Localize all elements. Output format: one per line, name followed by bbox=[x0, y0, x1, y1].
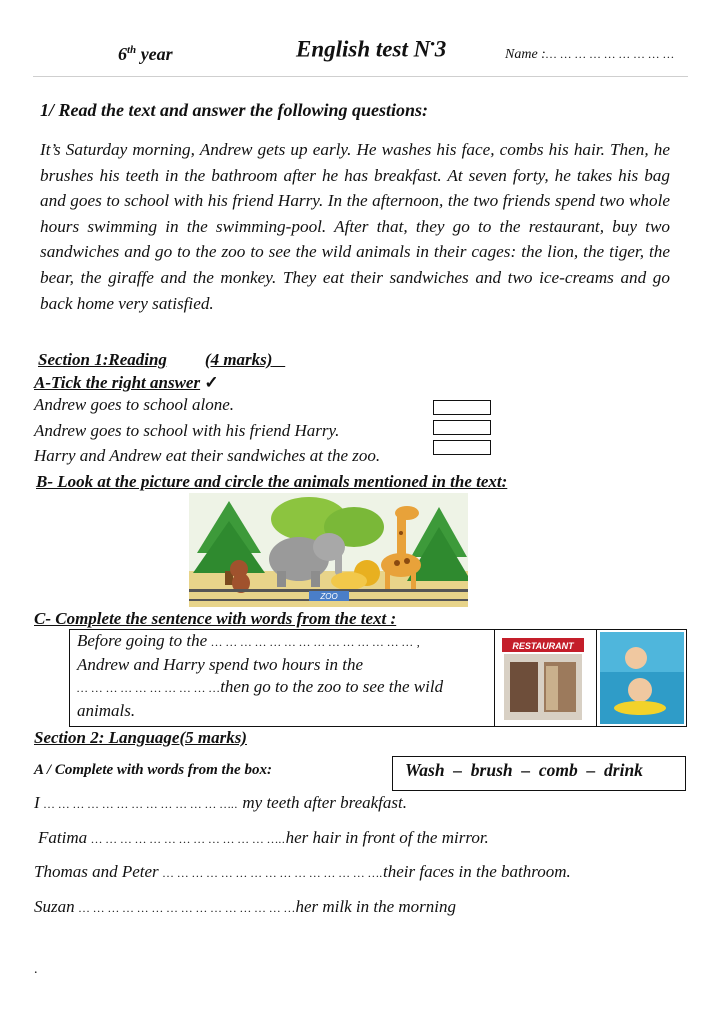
fill-blank-2[interactable]: … … … … … … … … … … … … ….. bbox=[91, 832, 286, 846]
swimming-picture bbox=[600, 632, 684, 724]
blank-1[interactable]: … … … … … … … … … … … … … … , bbox=[211, 635, 421, 649]
restaurant-picture bbox=[498, 632, 592, 724]
tick-sentence-2: Andrew goes to school with his friend Harry. bbox=[34, 421, 340, 440]
fill-line-3: Thomas and Peter … … … … … … … … … … … … … … ….their faces in the bathroom. bbox=[34, 862, 571, 881]
tick-sentence-1: Andrew goes to school alone. bbox=[34, 395, 235, 414]
restaurant-sign: RESTAURANT bbox=[512, 641, 574, 651]
zoo-sign: ZOO bbox=[320, 592, 338, 601]
tick-box-2[interactable] bbox=[433, 420, 491, 435]
fill-blank-3[interactable]: … … … … … … … … … … … … … … …. bbox=[162, 866, 383, 880]
fill-line-1: I … … … … … … … … … … … … ….. my teeth after breakfast. bbox=[34, 793, 407, 812]
grade-label: 6th year bbox=[118, 44, 173, 64]
section2-heading: Section 2: Language(5 marks) bbox=[34, 728, 247, 747]
zoo-picture bbox=[189, 493, 468, 607]
section2-partA-heading: A / Complete with words from the box: bbox=[34, 762, 272, 778]
tick-sentence-3: Harry and Andrew eat their sandwiches at the zoo. bbox=[34, 446, 381, 465]
fill-blank-4[interactable]: … … … … … … … … … … … … … … … bbox=[78, 901, 296, 915]
partB-heading: B- Look at the picture and circle the animals mentioned in the text: bbox=[36, 472, 508, 491]
tick-box-3[interactable] bbox=[433, 440, 491, 455]
partA-heading: A-Tick the right answer ✓ bbox=[34, 373, 219, 392]
completion-box bbox=[69, 629, 687, 727]
reading-question: 1/ Read the text and answer the following questions: bbox=[40, 100, 429, 120]
tick-box-1[interactable] bbox=[433, 400, 491, 415]
header-divider bbox=[33, 76, 688, 77]
fill-line-4: Suzan … … … … … … … … … … … … … … …her milk in the morning bbox=[34, 897, 456, 916]
reading-passage: It’s Saturday morning, Andrew gets up early. He washes his face, combs his hair. Then, he brushes his teeth in the bathroom after he has breakfast. At seven forty, he takes his bag and goes to school with his friend Harry. In the afternoon, the two friends spend two whole hours swimming in the swimming-pool. After that, they go to the restaurant, buy two sandwiches and go to the zoo to see the wild animals in their cages: the lion, the tiger, the bear, the giraffe and the monkey. They eat their sandwiches and two ice-creams and go back home very satisfied. bbox=[40, 140, 670, 313]
name-field[interactable]: Name :… … … … … … … … … bbox=[505, 47, 675, 62]
trailing-dot: . bbox=[34, 962, 38, 977]
blank-2[interactable]: … … … … … … … … … … bbox=[77, 681, 221, 695]
fill-blank-1[interactable]: … … … … … … … … … … … … ….. bbox=[43, 797, 239, 811]
completion-text: Before going to the … … … … … … … … … … … … … … , Andrew and Harry spend two hours in the … … … … … … … … … …then go to the zoo to see the wild animals. bbox=[77, 631, 444, 720]
partC-heading: C- Complete the sentence with words from the text : bbox=[34, 609, 397, 628]
word-box: Wash – brush – comb – drink bbox=[392, 756, 686, 791]
fill-line-2: Fatima … … … … … … … … … … … … …..her hair in front of the mirror. bbox=[38, 828, 489, 847]
test-title: English test N•3 bbox=[296, 36, 447, 62]
section1-heading: Section 1:Reading (4 marks) bbox=[38, 350, 273, 369]
